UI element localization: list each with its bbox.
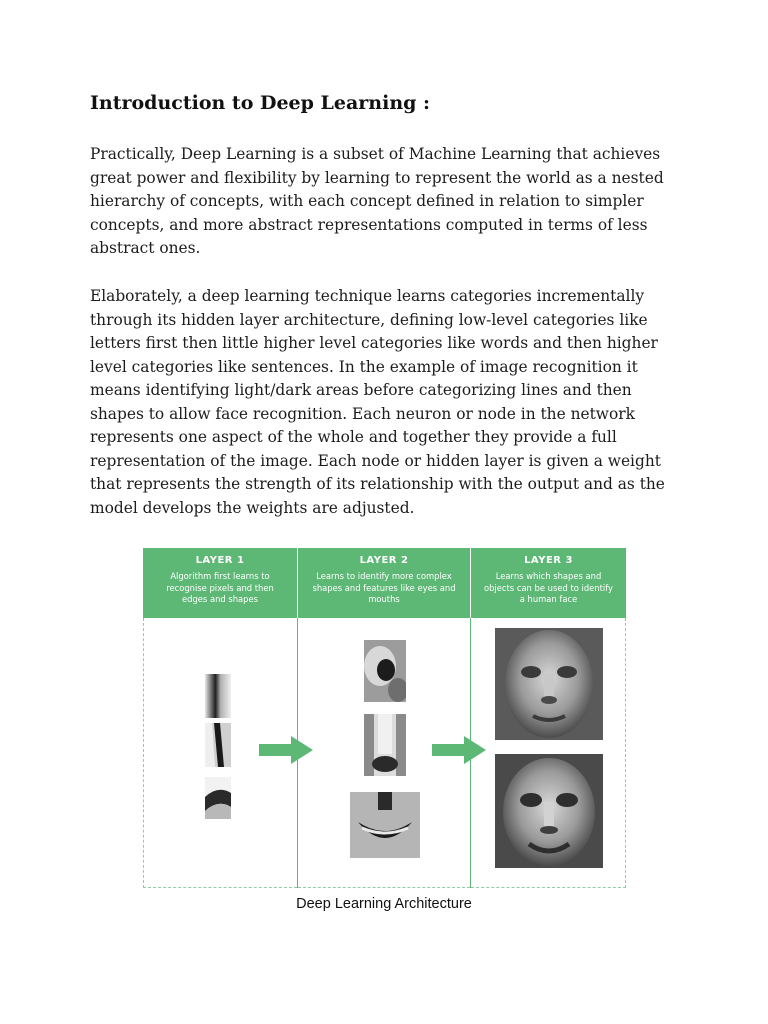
face-image-2 bbox=[495, 754, 603, 868]
paragraph-2: Elaborately, a deep learning technique learns categories incrementally through its hidden layer architecture, defining low-level categories like letters first then little higher level categories like words and then higher level categories like sentences. In the example of image recognition it means identifying light/dark areas before categorizing lines and then shapes to allow face recognition. Each neuron or node in the network represents one aspect of the whole and together they provide a full representation of the image. Each node or hidden layer is given a weight that represents the strength of its relationship with the output and as the model develops the weights are adjusted. bbox=[90, 287, 665, 517]
layer-1-header bbox=[143, 548, 297, 618]
layer-3-title: LAYER 3 bbox=[524, 555, 573, 566]
layer-3-header bbox=[471, 548, 626, 618]
nose-feature bbox=[364, 714, 406, 776]
page-title: Introduction to Deep Learning : bbox=[90, 92, 431, 114]
eye-feature bbox=[364, 640, 406, 702]
layer-2-header bbox=[298, 548, 470, 618]
paragraph-1: Practically, Deep Learning is a subset of Machine Learning that achieves great power and flexibility by learning to represent the world as a nested hierarchy of concepts, with each concept defined in relation to simpler concepts, and more abstract representations computed in terms of less abstract ones. bbox=[90, 145, 664, 257]
deep-learning-figure bbox=[143, 548, 626, 888]
layer-3-column bbox=[471, 548, 626, 888]
edge-feature-1 bbox=[205, 674, 231, 718]
edge-feature-3 bbox=[205, 777, 231, 819]
layer-3-description: Learns which shapes and objects can be used to identify a human face bbox=[483, 571, 613, 604]
layer-2-column bbox=[298, 548, 470, 888]
layer-2-title: LAYER 2 bbox=[359, 555, 409, 566]
face-image-1 bbox=[495, 628, 603, 740]
mouth-feature bbox=[350, 792, 420, 858]
layer-1-column bbox=[143, 548, 297, 888]
figure-caption: Deep Learning Architecture bbox=[296, 896, 472, 912]
edge-feature-2 bbox=[205, 723, 231, 767]
layer-1-title: LAYER 1 bbox=[195, 555, 245, 566]
layer-1-description: Algorithm first learns to recognise pixels and then edges and shapes bbox=[166, 571, 274, 604]
layer-2-description: Learns to identify more complex shapes and features like eyes and mouths bbox=[312, 571, 456, 604]
